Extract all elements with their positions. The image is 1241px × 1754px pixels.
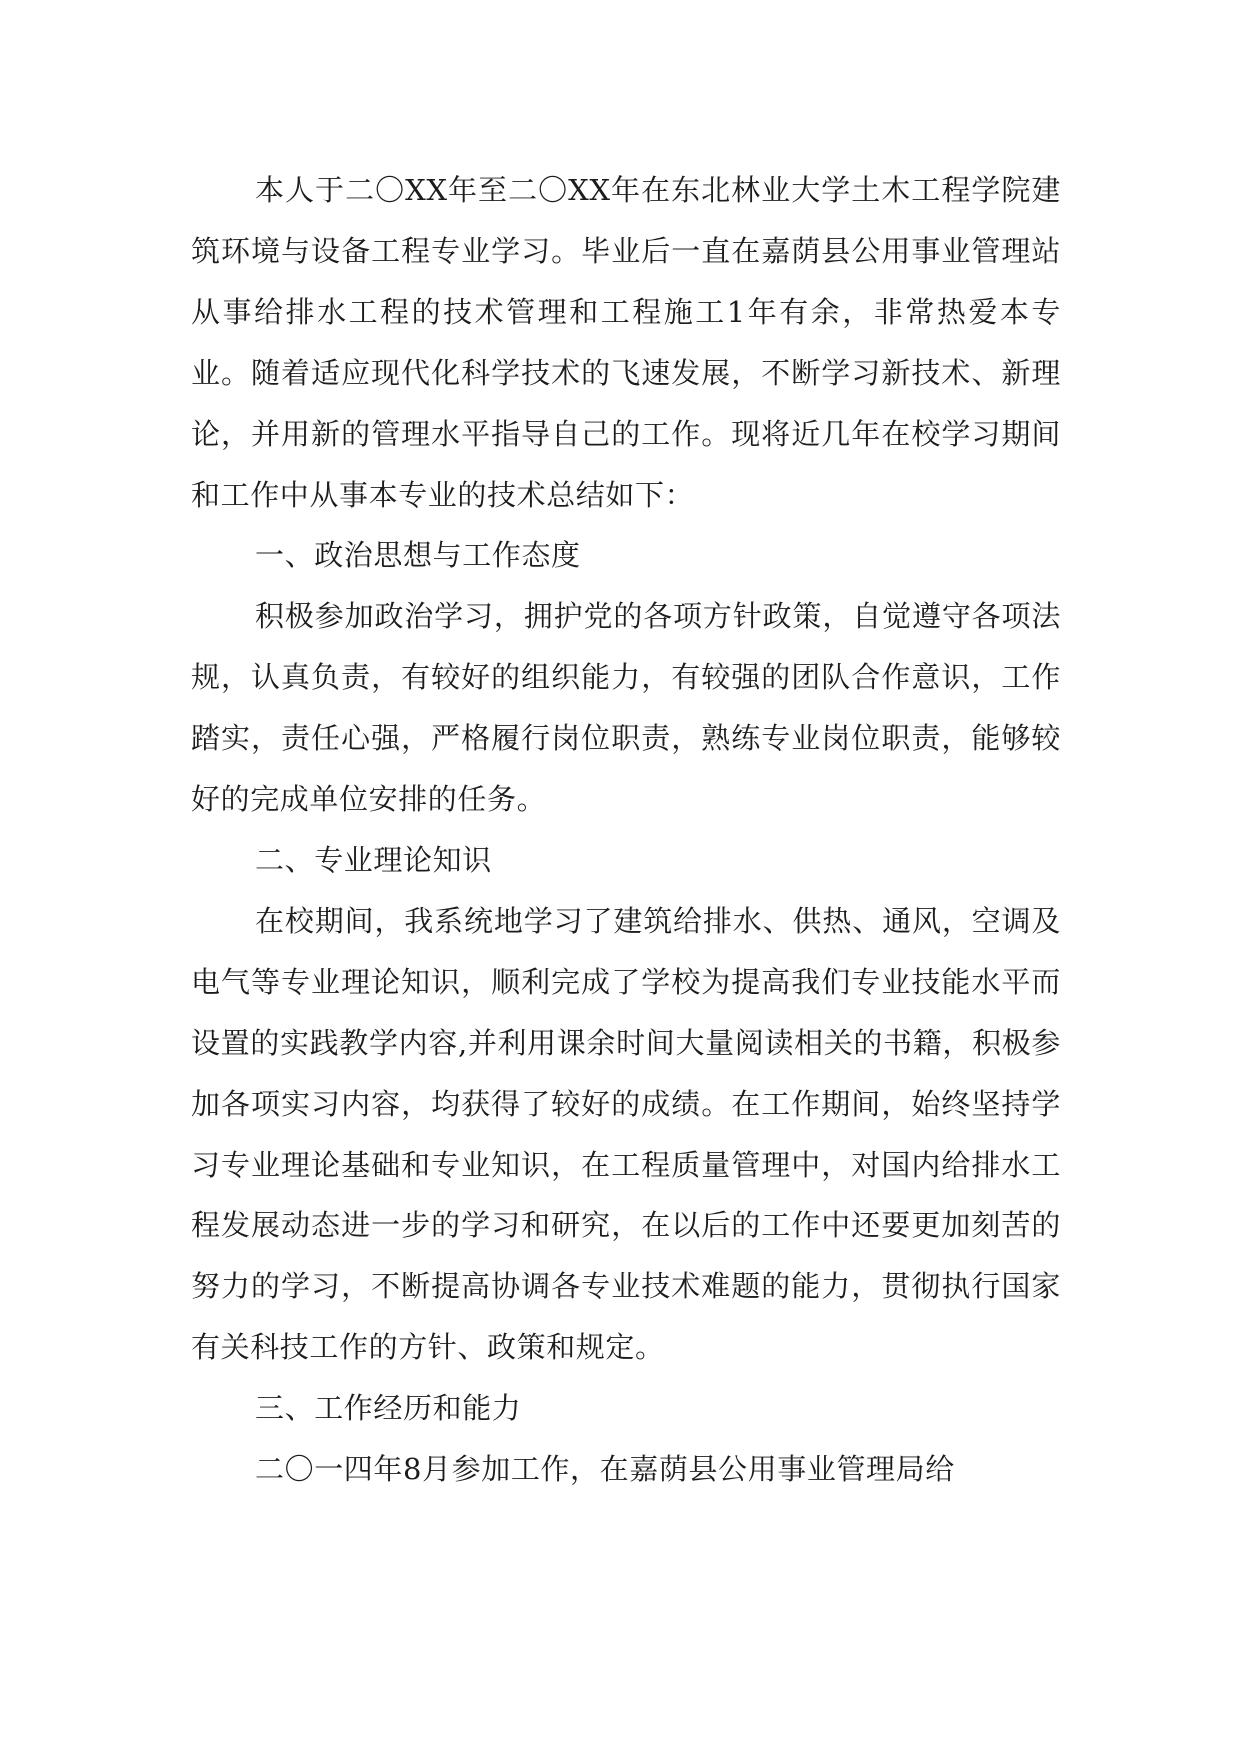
- experience-paragraph: 二〇一四年8月参加工作，在嘉荫县公用事业管理局给: [255, 1452, 955, 1487]
- section-heading-experience: 三、工作经历和能力: [255, 1391, 522, 1426]
- section-heading-political: 一、政治思想与工作态度: [255, 538, 581, 573]
- intro-paragraph: 本人于二〇XX年至二〇XX年在东北林业大学土木工程学院建筑环境与设备工程专业学习。毕业后一直在嘉荫县公用事业管理站从事给排水工程的技术管理和工程施工1年有余，非常热爱本专业。随着适应现代化科学技术的飞速发展，不断学习新技术、新理论，并用新的管理水平指导自己的工作。现将近几年在校学习期间和工作中从事本专业的技术总结如下：: [191, 173, 1061, 512]
- document-body: [191, 160, 1061, 1500]
- section-heading-theory: 二、专业理论知识: [255, 842, 492, 877]
- political-paragraph: 积极参加政治学习，拥护党的各项方针政策，自觉遵守各项法规，认真负责，有较好的组织能力，有较强的团队合作意识，工作踏实，责任心强，严格履行岗位职责，熟练专业岗位职责，能够较好的完成单位安排的任务。: [191, 599, 1061, 817]
- theory-paragraph: 在校期间，我系统地学习了建筑给排水、供热、通风，空调及电气等专业理论知识，顺利完成了学校为提高我们专业技能水平而设置的实践教学内容,并利用课余时间大量阅读相关的书籍，积极参加各项实习内容，均获得了较好的成绩。在工作期间，始终坚持学习专业理论基础和专业知识，在工程质量管理中，对国内给排水工程发展动态进一步的学习和研究，在以后的工作中还要更加刻苦的努力的学习，不断提高协调各专业技术难题的能力，贯彻执行国家有关科技工作的方针、政策和规定。: [191, 903, 1061, 1365]
